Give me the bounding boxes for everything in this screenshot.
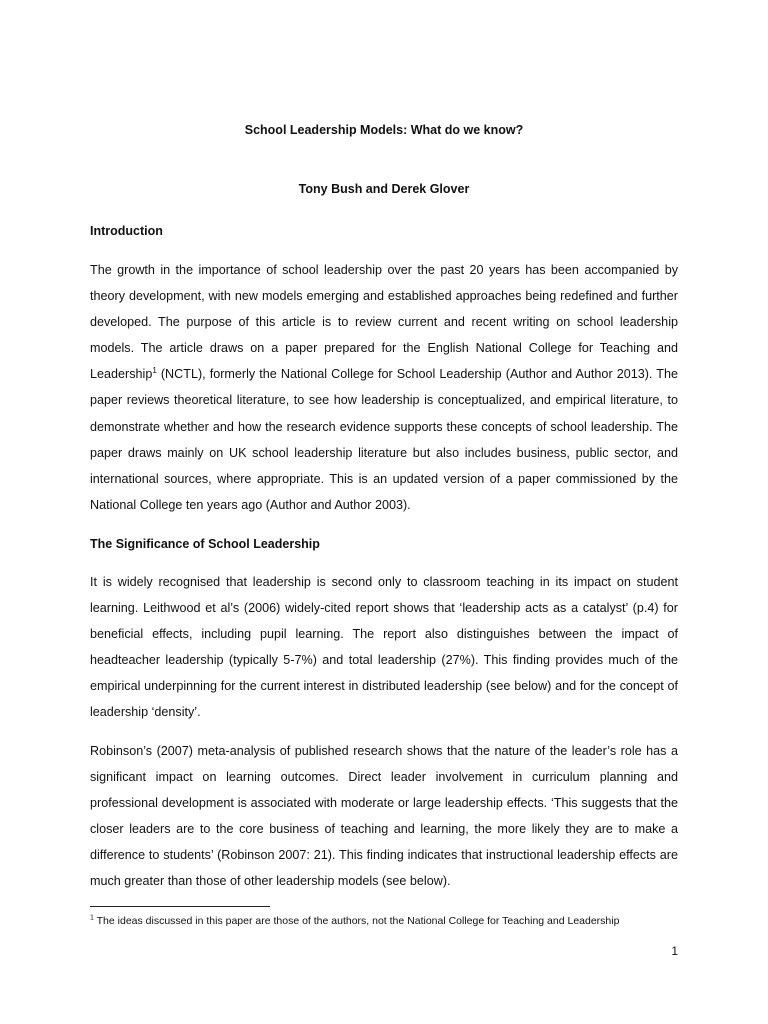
footnote-marker: 1 — [90, 914, 94, 922]
document-authors: Tony Bush and Derek Glover — [298, 182, 470, 196]
footnote — [90, 915, 690, 927]
intro-text-part-1: The growth in the importance of school leadership over the past 20 years has been accompanied by theory development, with new models emerging and established approaches being redefined and further developed. The purpose of this article is to review current and recent writing on school leadership models. The article draws on a paper prepared for the English National College for Teaching and Leadership — [90, 263, 678, 382]
document-title: School Leadership Models: What do we know? — [244, 123, 524, 137]
paragraph-significance-2: Robinson’s (2007) meta-analysis of published research shows that the nature of the leader’s role has a significant impact on learning outcomes. Direct leader involvement in curriculum planning and professional development is associated with moderate or large leadership effects. ‘This suggests that the closer leaders are to the core business of teaching and learning, the more likely they are to make a difference to students’ (Robinson 2007: 21). This finding indicates that instructional leadership effects are much greater than those of other leadership models (see below). — [90, 744, 678, 889]
footnote-separator — [90, 906, 270, 907]
footnote-reference: 1 — [152, 366, 157, 376]
intro-text-part-2: (NCTL), formerly the National College for School Leadership (Author and Author 2013). The paper reviews theoretical literature, to see how leadership is conceptualized, and empirical literature, to demonstrate whether and how the research evidence supports these concepts of school leadership. The paper draws mainly on UK school leadership literature but also includes business, public sector, and international sources, where appropriate. This is an updated version of a paper commissioned by the National College ten years ago (Author and Author 2003). — [90, 367, 678, 512]
heading-significance: The Significance of School Leadership — [90, 537, 320, 551]
footnote-text: The ideas discussed in this paper are those of the authors, not the National College for Teaching and Leadership — [93, 915, 620, 927]
page-number: 1 — [671, 944, 678, 958]
heading-introduction: Introduction — [90, 224, 163, 238]
paragraph-introduction — [90, 257, 678, 518]
paragraph-significance-1: It is widely recognised that leadership is second only to classroom teaching in its impact on student learning. Leithwood et al’s (2006) widely-cited report shows that ‘leadership acts as a catalyst’ (p.4) for beneficial effects, including pupil learning. The report also distinguishes between the impact of headteacher leadership (typically 5-7%) and total leadership (27%). This finding provides much of the empirical underpinning for the current interest in distributed leadership (see below) and for the concept of leadership ‘density’. — [90, 575, 678, 720]
